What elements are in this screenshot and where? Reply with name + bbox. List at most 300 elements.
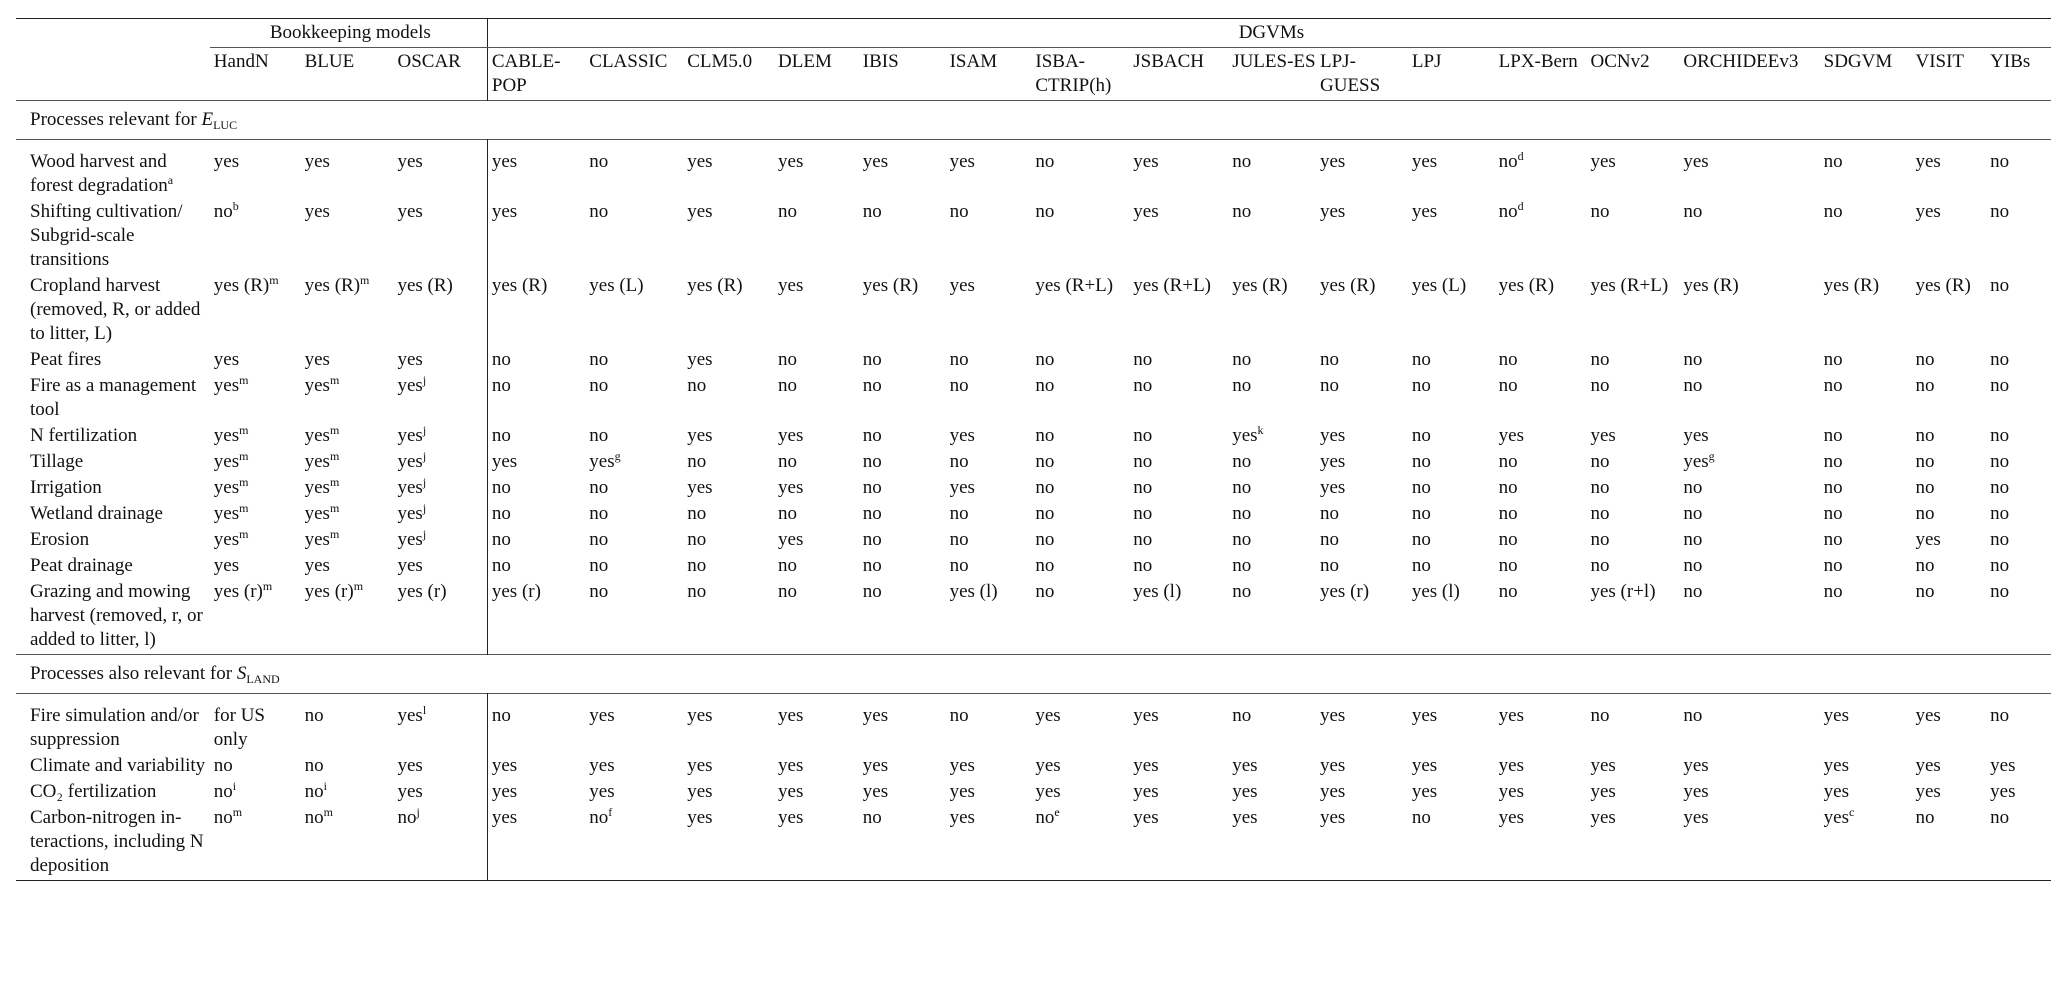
cell-lpx-bern: $no^d$ — [1498, 199, 1524, 222]
cell-jsbach: no — [1133, 477, 1153, 498]
cell-jsbach: yes — [1133, 755, 1159, 776]
cell-cable-pop: yes — [491, 201, 518, 222]
cell-visit: yes (R) — [1915, 275, 1971, 296]
cell-orchideev3: yes — [1683, 151, 1709, 172]
cell-jsbach: no — [1133, 529, 1153, 550]
cell-lpj: yes — [1411, 755, 1438, 776]
cell-blue: yes$^m$ — [304, 527, 340, 550]
process-name: Wetland drainage — [30, 503, 163, 524]
cell-lpj: no — [1411, 529, 1431, 550]
cell-isam: no — [949, 201, 969, 222]
model-header-jsbach: JSBACH — [1133, 51, 1205, 72]
cell-isam: yes — [949, 425, 975, 446]
cell-lpx-bern: yes — [1498, 425, 1524, 446]
cell-isba-ctrip-h: yes — [1035, 705, 1061, 726]
cell-yibs: no — [1990, 425, 2010, 446]
cell-jsbach: no — [1133, 503, 1153, 524]
cell-cable-pop: yes — [487, 806, 585, 881]
cell-cable-pop: no — [491, 425, 511, 446]
cell-ibis: yes — [862, 705, 889, 726]
cell-isba-ctrip-h: yes — [1035, 781, 1061, 802]
cell-lpj: yes — [1411, 151, 1438, 172]
cell-lpj: no — [1411, 503, 1431, 524]
cell-jsbach: yes — [1133, 151, 1159, 172]
cell-isba-ctrip-h: no — [1035, 425, 1055, 446]
model-header-ocnv2: OCNv2 — [1590, 51, 1650, 72]
cell-lpx-bern: no — [1498, 529, 1518, 550]
cell-lpx-bern: yes — [1495, 806, 1587, 881]
cell-classic: no — [589, 425, 609, 446]
process-name: Tillage — [30, 451, 84, 472]
cell-yibs: no — [1990, 375, 2010, 396]
cell-jules-es: no — [1232, 555, 1252, 576]
cell-clm5-0: yes — [687, 425, 713, 446]
cell-ocnv2: no — [1590, 375, 1610, 396]
cell-jsbach: no — [1133, 451, 1153, 472]
cell-lpx-bern: yes — [1498, 755, 1524, 776]
cell-ocnv2: yes — [1590, 781, 1616, 802]
cell-blue: yes$^m$ — [304, 449, 340, 472]
cell-isba-ctrip-h: no — [1035, 375, 1055, 396]
table-row — [16, 450, 2051, 476]
cell-oscar: yes (R) — [393, 274, 487, 348]
cell-lpj: no — [1411, 425, 1431, 446]
cell-handn: yes$^m$ — [213, 527, 249, 550]
cell-sdgvm: yes — [1823, 755, 1849, 776]
cell-orchideev3: yes (R) — [1683, 275, 1739, 296]
cell-cable-pop: yes — [491, 781, 518, 802]
cell-isam: yes — [949, 781, 975, 802]
cell-jules-es: no — [1232, 581, 1252, 602]
cell-dlem: yes — [778, 425, 804, 446]
cell-handn: $no^m$ — [210, 806, 301, 881]
cell-oscar: yes$^l$ — [393, 704, 487, 754]
cell-lpx-bern: $no^d$ — [1498, 149, 1524, 172]
cell-classic: no — [589, 529, 609, 550]
cell-lpj: yes — [1411, 201, 1438, 222]
cell-orchideev3: yes — [1683, 755, 1709, 776]
cell-blue: yes$^m$ — [304, 373, 340, 396]
cell-sdgvm: yes (R) — [1823, 275, 1880, 296]
cell-handn: yes$^m$ — [213, 501, 249, 524]
cell-ocnv2: no — [1590, 529, 1610, 550]
cell-isba-ctrip-h: no — [1035, 201, 1055, 222]
cell-jsbach: yes — [1133, 201, 1159, 222]
cell-orchideev3: no — [1683, 375, 1703, 396]
cell-lpj: no — [1411, 349, 1431, 370]
cell-cable-pop: no — [491, 375, 511, 396]
table-row — [16, 502, 2051, 528]
cell-lpj: yes — [1411, 781, 1438, 802]
cell-lpj: no — [1408, 806, 1495, 881]
cell-lpx-bern: no — [1498, 451, 1518, 472]
cell-handn: $no^i$ — [213, 779, 237, 802]
model-header-blue: BLUE — [304, 51, 355, 72]
cell-ibis: no — [862, 503, 882, 524]
cell-orchideev3: yes — [1679, 806, 1819, 881]
cell-blue: yes — [304, 151, 330, 172]
cell-classic: no — [589, 503, 609, 524]
cell-lpj-guess: yes — [1316, 806, 1408, 881]
cell-oscar: yes — [393, 348, 487, 374]
cell-sdgvm: no — [1823, 201, 1843, 222]
cell-blue: yes — [304, 201, 330, 222]
model-header-orchideev3: ORCHIDEEv3 — [1683, 51, 1799, 72]
cell-ocnv2: yes — [1590, 425, 1616, 446]
cell-ibis: no — [862, 477, 882, 498]
cell-jules-es: no — [1232, 349, 1252, 370]
cell-sdgvm: yes$^c$ — [1820, 806, 1912, 881]
cell-ocnv2: yes (R+L) — [1590, 275, 1669, 296]
cell-blue: yes — [304, 349, 330, 370]
cell-visit: no — [1915, 375, 1935, 396]
process-name: Fire simulation and/or suppression — [30, 705, 199, 750]
cell-dlem: yes — [778, 151, 804, 172]
cell-dlem: yes — [778, 275, 804, 296]
process-name: CO₂ fertilization — [30, 781, 157, 802]
cell-yibs: no — [1986, 806, 2051, 881]
model-header-row — [16, 48, 2051, 101]
cell-jsbach: no — [1133, 555, 1153, 576]
cell-isam: no — [949, 375, 969, 396]
corner-cell — [16, 19, 210, 48]
cell-ibis: no — [859, 806, 946, 881]
cell-clm5-0: no — [687, 555, 707, 576]
cell-sdgvm: no — [1823, 555, 1843, 576]
cell-oscar: yes (r) — [393, 580, 487, 655]
table-row — [16, 150, 2051, 200]
cell-orchideev3: yes — [1683, 425, 1709, 446]
cell-visit: no — [1915, 555, 1935, 576]
cell-clm5-0: yes — [687, 201, 713, 222]
section-row — [16, 655, 2051, 694]
cell-oscar: yes — [393, 754, 487, 780]
cell-jules-es: no — [1232, 375, 1252, 396]
cell-visit: no — [1915, 425, 1935, 446]
cell-ocnv2: yes — [1590, 151, 1616, 172]
cell-yibs: no — [1990, 555, 2010, 576]
cell-cable-pop: no — [491, 705, 511, 726]
cell-clm5-0: yes — [687, 349, 713, 370]
cell-dlem: yes — [778, 705, 804, 726]
table-row — [16, 476, 2051, 502]
cell-sdgvm: no — [1823, 451, 1843, 472]
cell-classic: no — [589, 555, 609, 576]
cell-visit: yes — [1915, 781, 1941, 802]
cell-clm5-0: no — [687, 503, 707, 524]
model-header-ibis: IBIS — [862, 51, 899, 72]
process-name: Cropland harvest (removed, R, or added to litter, L) — [30, 275, 201, 344]
cell-yibs: no — [1990, 201, 2010, 222]
cell-clm5-0: no — [687, 451, 707, 472]
model-header-lpj: LPJ — [1411, 51, 1442, 72]
cell-cable-pop: no — [491, 555, 511, 576]
cell-ibis: no — [862, 349, 882, 370]
cell-sdgvm: yes — [1823, 781, 1849, 802]
cell-handn: $no^b$ — [213, 199, 239, 222]
cell-clm5-0: no — [687, 375, 707, 396]
table-body — [16, 101, 2051, 881]
cell-dlem: yes — [778, 755, 804, 776]
cell-cable-pop: yes (r) — [491, 581, 541, 602]
cell-classic: $no^f$ — [585, 806, 683, 881]
cell-classic: yes$^g$ — [589, 449, 621, 472]
cell-ocnv2: yes — [1590, 755, 1616, 776]
cell-isba-ctrip-h: $no^e$ — [1031, 806, 1129, 881]
table-row — [16, 806, 2051, 881]
cell-lpj-guess: yes (r) — [1320, 581, 1370, 602]
cell-isba-ctrip-h: no — [1035, 529, 1055, 550]
cell-ocnv2: yes (r+l) — [1590, 581, 1656, 602]
cell-isam: yes — [946, 806, 1032, 881]
cell-orchideev3: no — [1683, 349, 1703, 370]
model-header-jules-es: JULES-ES — [1232, 51, 1316, 72]
cell-oscar: yes$^j$ — [393, 374, 487, 424]
model-header-dlem: DLEM — [778, 51, 832, 72]
table-row — [16, 580, 2051, 655]
cell-classic: yes — [589, 755, 615, 776]
cell-lpj-guess: yes — [1320, 781, 1346, 802]
cell-classic: yes (L) — [589, 275, 644, 296]
cell-classic: yes — [589, 781, 615, 802]
cell-dlem: no — [778, 503, 798, 524]
cell-orchideev3: no — [1683, 555, 1703, 576]
cell-visit: no — [1915, 477, 1935, 498]
cell-blue: no — [304, 755, 324, 776]
cell-ibis: no — [862, 375, 882, 396]
cell-blue: yes — [304, 555, 330, 576]
cell-lpx-bern: no — [1498, 349, 1518, 370]
cell-jsbach: yes — [1133, 781, 1159, 802]
cell-blue: $no^m$ — [301, 806, 394, 881]
table-row — [16, 348, 2051, 374]
cell-lpx-bern: yes — [1498, 705, 1524, 726]
group-header-row — [16, 19, 2051, 48]
cell-sdgvm: no — [1823, 349, 1843, 370]
cell-visit: no — [1915, 581, 1935, 602]
cell-ibis: yes — [862, 151, 889, 172]
cell-orchideev3: no — [1683, 477, 1703, 498]
cell-ibis: no — [862, 529, 882, 550]
cell-blue: no — [304, 705, 324, 726]
cell-orchideev3: no — [1683, 705, 1703, 726]
cell-lpj: yes (l) — [1411, 581, 1460, 602]
cell-isam: yes — [949, 755, 975, 776]
cell-isam: no — [949, 503, 969, 524]
cell-dlem: no — [778, 201, 798, 222]
model-process-table — [16, 18, 2051, 881]
cell-lpx-bern: yes (R) — [1498, 275, 1555, 296]
cell-lpj: yes — [1411, 705, 1438, 726]
cell-jules-es: no — [1232, 201, 1252, 222]
cell-ocnv2: no — [1590, 349, 1610, 370]
cell-isam: yes — [949, 275, 975, 296]
cell-isam: no — [949, 451, 969, 472]
model-header-clm5-0: CLM5.0 — [687, 51, 753, 72]
cell-jules-es: yes — [1232, 755, 1258, 776]
cell-dlem: no — [778, 451, 798, 472]
model-header-classic: CLASSIC — [589, 51, 668, 72]
cell-ocnv2: no — [1590, 201, 1610, 222]
cell-jules-es: no — [1232, 503, 1252, 524]
cell-handn: yes$^m$ — [213, 449, 249, 472]
table-row — [16, 200, 2051, 274]
cell-jules-es: no — [1232, 151, 1252, 172]
comparison-table-container — [16, 18, 2051, 881]
cell-handn: yes$^m$ — [213, 373, 249, 396]
cell-lpj-guess: no — [1320, 555, 1339, 576]
cell-cable-pop: yes — [491, 151, 518, 172]
cell-classic: no — [589, 151, 609, 172]
cell-yibs: no — [1990, 503, 2010, 524]
cell-lpx-bern: no — [1498, 477, 1518, 498]
cell-jsbach: yes (R+L) — [1133, 275, 1212, 296]
cell-dlem: yes — [778, 781, 804, 802]
cell-jules-es: no — [1232, 451, 1252, 472]
cell-classic: no — [589, 477, 609, 498]
cell-orchideev3: yes — [1683, 781, 1709, 802]
cell-sdgvm: no — [1823, 503, 1843, 524]
cell-cable-pop: no — [491, 349, 511, 370]
cell-ibis: yes (R) — [862, 275, 919, 296]
cell-ocnv2: yes — [1586, 806, 1679, 881]
cell-visit: yes — [1915, 201, 1941, 222]
cell-sdgvm: no — [1823, 581, 1843, 602]
cell-blue: yes $(R)^m$ — [304, 273, 370, 296]
cell-dlem: yes — [774, 806, 859, 881]
model-header-oscar: OSCAR — [393, 48, 487, 101]
cell-isam: yes — [949, 477, 975, 498]
cell-visit: no — [1915, 503, 1935, 524]
cell-cable-pop: yes — [491, 755, 518, 776]
cell-blue: yes$^m$ — [304, 423, 340, 446]
group-dgvms: DGVMs — [487, 19, 2051, 48]
cell-orchideev3: no — [1683, 201, 1703, 222]
cell-lpj-guess: no — [1320, 529, 1339, 550]
cell-oscar: yes$^j$ — [393, 450, 487, 476]
cell-isba-ctrip-h: no — [1035, 555, 1055, 576]
cell-isba-ctrip-h: yes (R+L) — [1035, 275, 1114, 296]
section-rule — [16, 694, 2051, 705]
cell-visit: yes — [1915, 529, 1941, 550]
cell-isba-ctrip-h: no — [1035, 151, 1055, 172]
cell-dlem: yes — [778, 529, 804, 550]
cell-orchideev3: no — [1683, 581, 1703, 602]
table-row — [16, 274, 2051, 348]
section-label: Processes relevant for $E_{LUC}$ — [16, 101, 2051, 140]
model-header-visit: VISIT — [1915, 51, 1965, 72]
cell-jsbach: no — [1133, 375, 1153, 396]
cell-jules-es: no — [1232, 477, 1252, 498]
table-row — [16, 374, 2051, 424]
cell-ibis: yes — [862, 755, 889, 776]
cell-clm5-0: yes — [687, 755, 713, 776]
cell-isam: yes — [949, 151, 975, 172]
cell-isam: no — [949, 349, 969, 370]
cell-blue: $no^i$ — [304, 779, 327, 802]
model-header-lpx-bern: LPX-Bern — [1498, 51, 1578, 72]
process-name: Shifting cultivation/ Subgrid-scale transitions — [30, 201, 183, 270]
cell-oscar: yes — [393, 200, 487, 274]
cell-lpj-guess: yes (R) — [1320, 275, 1376, 296]
cell-sdgvm: no — [1823, 529, 1843, 550]
cell-clm5-0: yes — [687, 477, 713, 498]
cell-dlem: no — [778, 349, 798, 370]
cell-lpj-guess: no — [1320, 375, 1339, 396]
cell-isba-ctrip-h: no — [1035, 503, 1055, 524]
cell-ocnv2: no — [1590, 451, 1610, 472]
cell-lpj: no — [1411, 375, 1431, 396]
cell-lpj-guess: yes — [1320, 451, 1346, 472]
cell-jsbach: no — [1133, 349, 1153, 370]
cell-isba-ctrip-h: no — [1035, 349, 1055, 370]
cell-lpj: no — [1411, 477, 1431, 498]
cell-yibs: yes — [1990, 781, 2016, 802]
cell-ibis: yes — [862, 781, 889, 802]
cell-classic: no — [589, 201, 609, 222]
cell-lpx-bern: yes — [1498, 781, 1524, 802]
cell-clm5-0: yes (R) — [687, 275, 743, 296]
cell-clm5-0: yes — [687, 781, 713, 802]
cell-yibs: yes — [1990, 755, 2016, 776]
cell-classic: no — [589, 375, 609, 396]
process-name: Irrigation — [30, 477, 102, 498]
cell-isba-ctrip-h: no — [1035, 581, 1055, 602]
process-name: Wood harvest and forest degradation$^a$ — [30, 151, 174, 196]
cell-handn: yes — [213, 555, 240, 576]
cell-lpj-guess: yes — [1320, 705, 1346, 726]
cell-isam: no — [949, 705, 969, 726]
cell-sdgvm: no — [1823, 375, 1843, 396]
cell-yibs: no — [1990, 529, 2010, 550]
cell-sdgvm: no — [1823, 425, 1843, 446]
cell-jsbach: no — [1133, 425, 1153, 446]
table-row — [16, 424, 2051, 450]
cell-oscar: yes — [393, 150, 487, 200]
cell-handn: yes$^m$ — [213, 423, 249, 446]
cell-lpj-guess: yes — [1320, 755, 1346, 776]
cell-dlem: no — [778, 581, 798, 602]
cell-lpj: no — [1411, 555, 1431, 576]
process-name: Peat drainage — [30, 555, 133, 576]
cell-jules-es: no — [1232, 705, 1252, 726]
process-name: N fertilization — [30, 425, 138, 446]
cell-yibs: no — [1990, 705, 2010, 726]
cell-oscar: $no^j$ — [393, 806, 487, 881]
cell-lpx-bern: no — [1498, 503, 1518, 524]
cell-handn: yes $(r)^m$ — [213, 579, 273, 602]
cell-orchideev3: no — [1683, 529, 1703, 550]
cell-visit: yes — [1915, 151, 1941, 172]
cell-visit: no — [1915, 349, 1935, 370]
cell-jsbach: yes — [1129, 806, 1228, 881]
cell-yibs: no — [1990, 349, 2010, 370]
cell-yibs: no — [1990, 151, 2010, 172]
cell-sdgvm: no — [1823, 151, 1843, 172]
cell-cable-pop: no — [491, 477, 511, 498]
cell-lpj: yes (L) — [1411, 275, 1467, 296]
model-header-isba-ctrip-h: ISBA-CTRIP(h) — [1035, 51, 1112, 96]
cell-yibs: no — [1990, 275, 2010, 296]
cell-oscar: yes$^j$ — [393, 528, 487, 554]
cell-ibis: no — [862, 451, 882, 472]
cell-orchideev3: yes$^g$ — [1683, 449, 1715, 472]
process-name: Climate and variability — [30, 755, 206, 776]
cell-classic: no — [589, 349, 609, 370]
cell-jules-es: yes (R) — [1232, 275, 1288, 296]
cell-ocnv2: no — [1590, 705, 1610, 726]
cell-lpx-bern: no — [1498, 581, 1518, 602]
